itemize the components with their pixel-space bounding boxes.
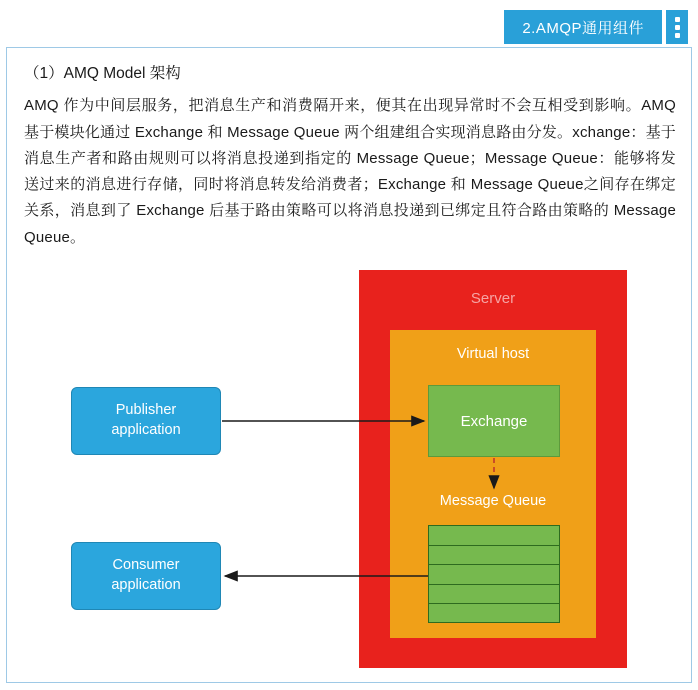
queue-row [429,526,559,546]
queue-row [429,546,559,566]
consumer-line-1: Consumer [112,557,180,574]
queue-row [429,565,559,585]
section-title: （1）AMQ Model 架构 [24,65,181,82]
message-queue-node [428,525,560,623]
server-label: Server [470,290,516,307]
page-header [0,10,698,48]
exchange-node: Exchange [428,385,560,457]
message-queue-label: Message Queue [439,493,547,509]
queue-row [429,585,559,605]
publisher-line-2: application [111,422,181,438]
kebab-menu-icon[interactable] [666,10,688,44]
header-bar [504,10,688,44]
menu-dot [675,17,680,22]
menu-dot [675,25,680,30]
menu-dot [675,33,680,38]
queue-row [429,604,559,624]
virtual-host-label: Virtual host [456,346,530,362]
publisher-application-node [71,387,221,455]
header-title: 2.AMQP通用组件 [504,10,662,44]
consumer-line-2: application [111,577,181,593]
amq-model-diagram [0,270,698,680]
consumer-application-node [71,542,221,610]
document-content [24,62,676,251]
publisher-line-1: Publisher [115,402,177,419]
body-paragraph: AMQ 作为中间层服务，把消息生产和消费隔开来，便其在出现异常时不会互相受到影响。AMQ 基于模块化通过 Exchange 和 Message Queue 两个组建组合实现消息路由分发。xchange：基于消息生产者和路由规则可以将消息投递到指定的 Message Queue；Message Queue：能够将发送过来的消息进行存储，同时将消息转发给消费者；Exchange 和 Message Queue之间存在绑定关系，消息到了 Exchange 后基于路由策略可以将消息投递到已绑定且符合路由策略的 Message Queue。 [24,97,676,246]
